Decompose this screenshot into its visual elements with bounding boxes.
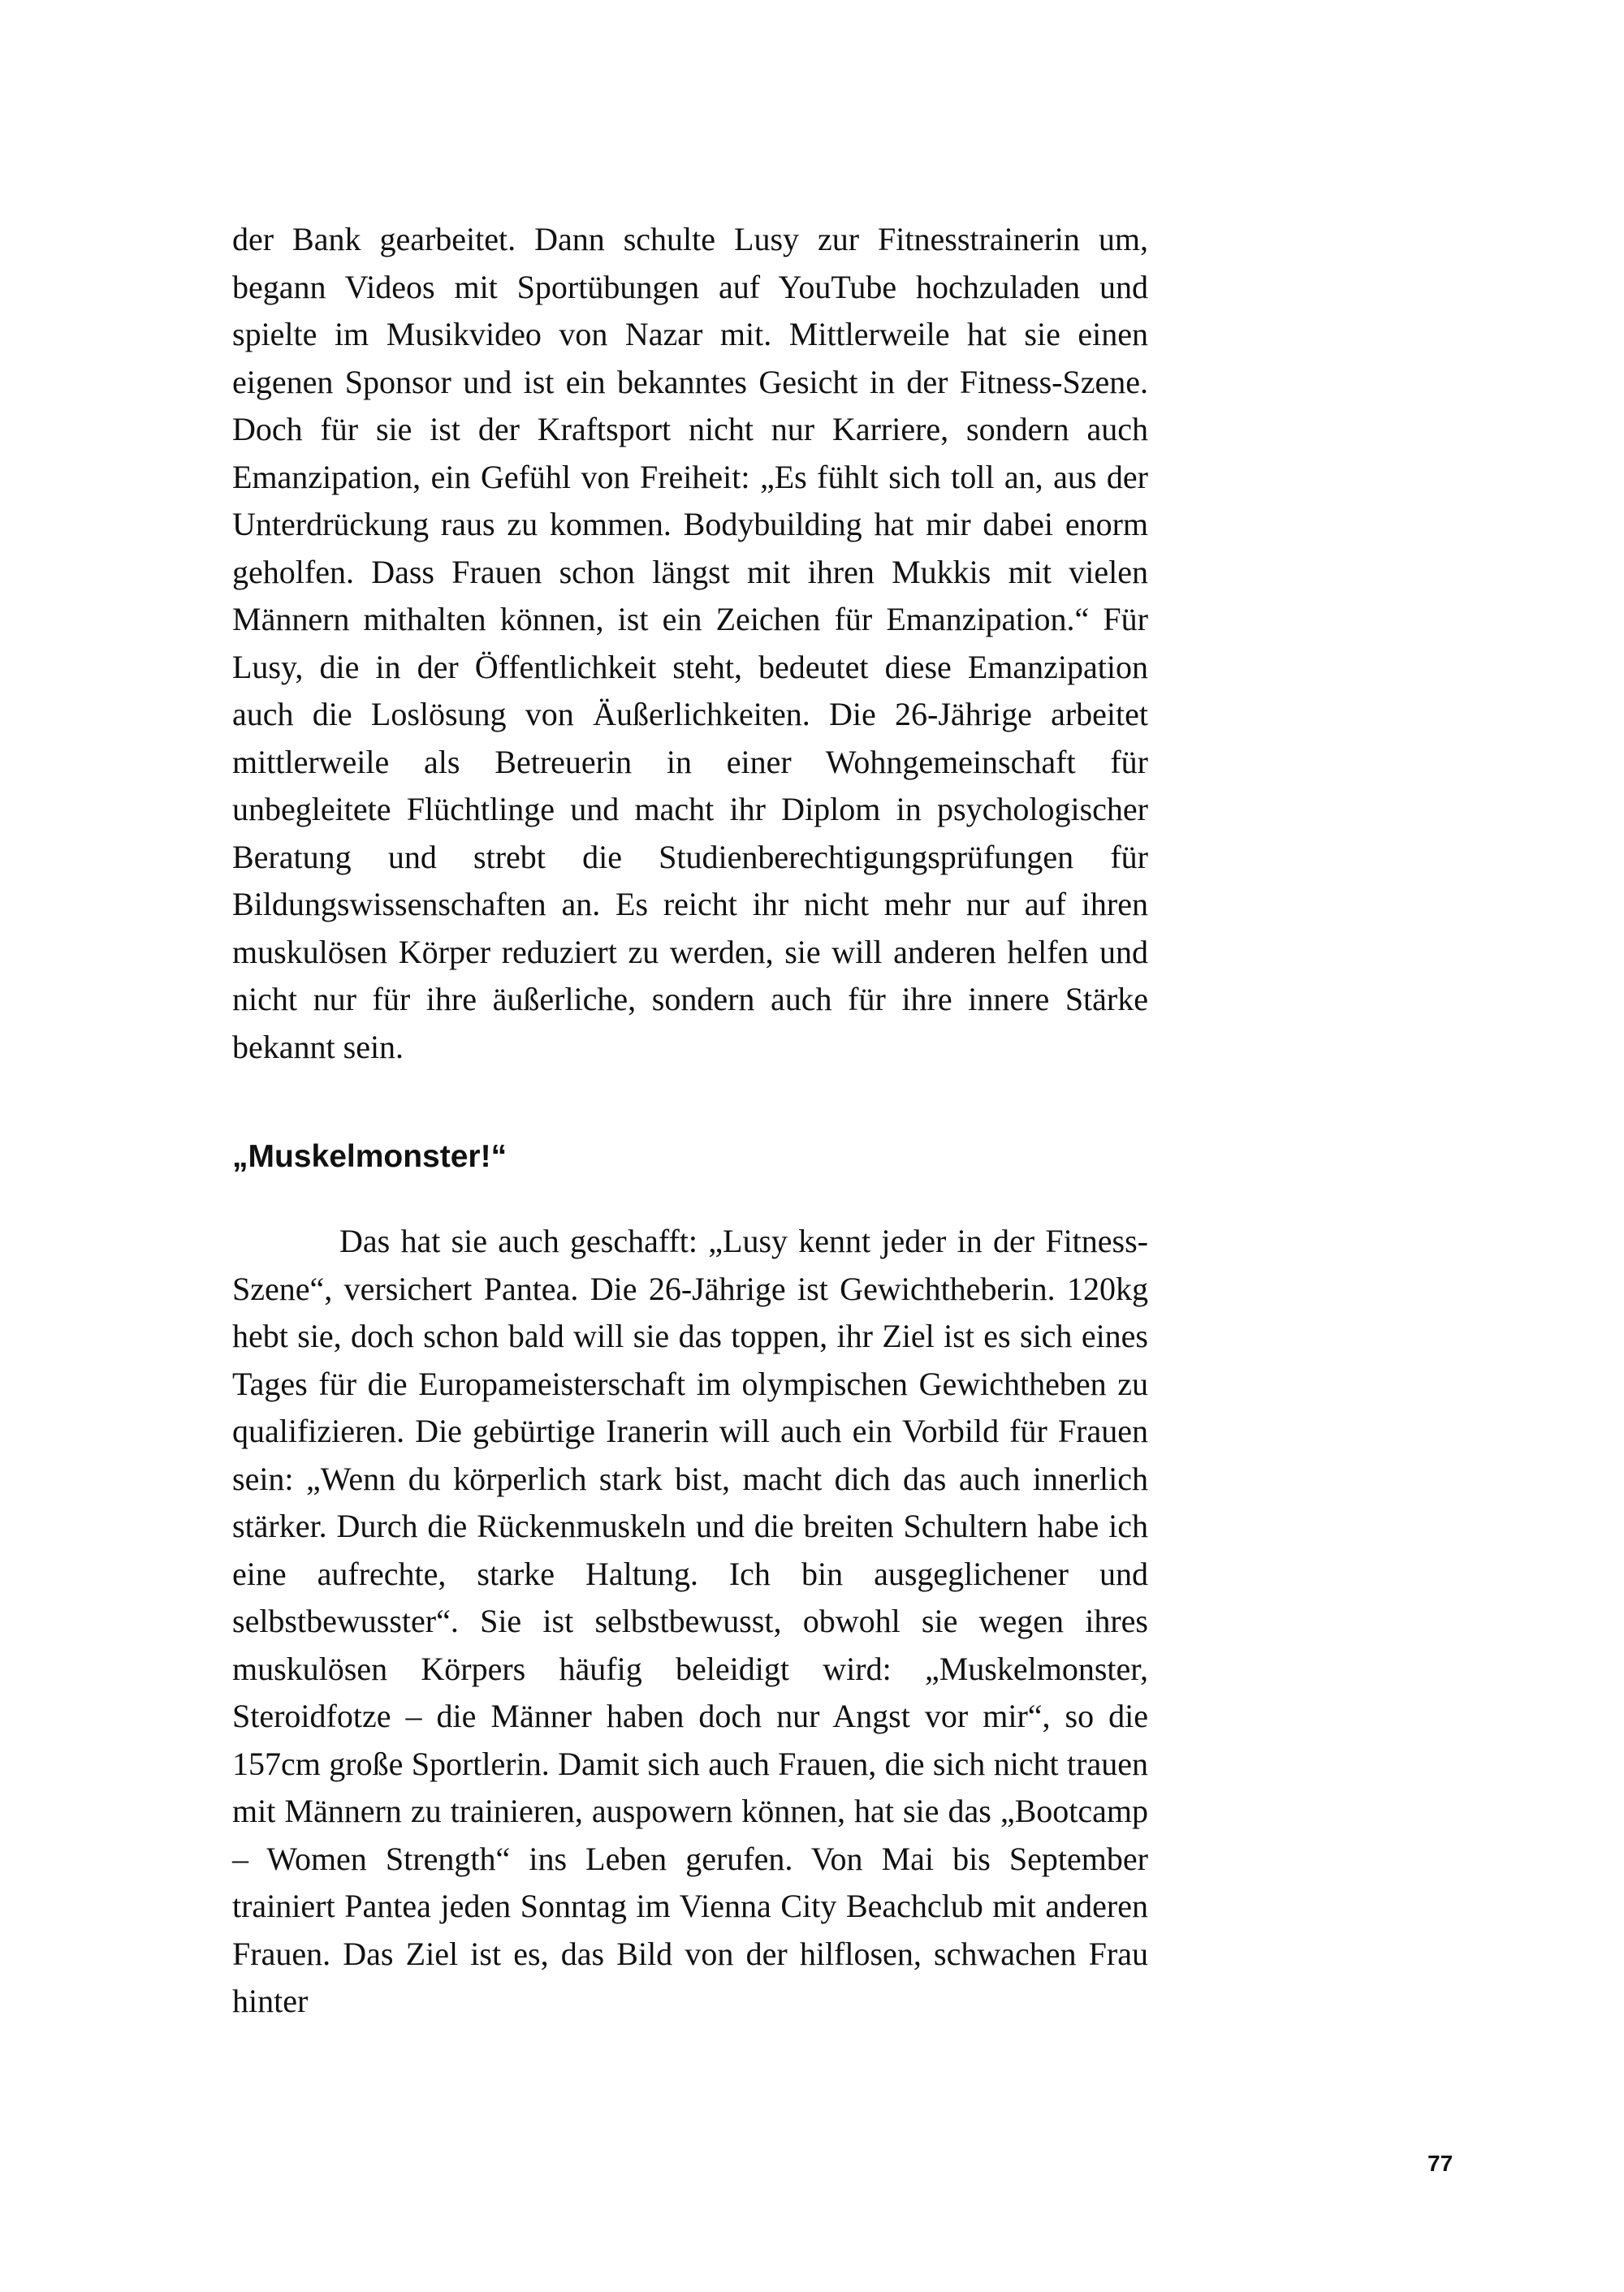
section-heading: „Muskelmonster!“ (232, 1139, 508, 1174)
body-paragraph-2: Das hat sie auch geschafft: „Lusy kennt jeder in der Fitness-Szene“, versichert Pantea. Die 26-Jährige ist Gewichtheberin. 120kg hebt sie, doch schon bald will sie das toppen, ihr Ziel ist es sich eines Tages für die Europameisterschaft im olympischen Gewichtheben zu qualifizieren. Die gebürtige Iranerin will auch ein Vorbild für Frauen sein: „Wenn du körperlich stark bist, macht dich das auch innerlich stärker. Durch die Rückenmuskeln und die breiten Schultern habe ich eine aufrechte, starke Haltung. Ich bin ausgeglichener und selbstbewusster“. Sie ist selbstbewusst, obwohl sie wegen ihres muskulösen Körpers häufig beleidigt wird: „Muskelmonster, Steroidfotze – die Männer haben doch nur Angst vor mir“, so die 157cm große Sportlerin. Damit sich auch Frauen, die sich nicht trauen mit Männern zu trainieren, auspowern können, hat sie das „Bootcamp – Women Strength“ ins Leben gerufen. Von Mai bis September trainiert Pantea jeden Sonntag im Vienna City Beachclub mit anderen Frauen. Das Ziel ist es, das Bild von der hilflosen, schwachen Frau hinter (232, 1223, 1148, 2019)
page-number: 77 (1427, 2151, 1453, 2176)
body-paragraph-1: der Bank gearbeitet. Dann schulte Lusy zur Fitnesstrainerin um, begann Videos mit Sportübungen auf YouTube hochzuladen und spielte im Musikvideo von Nazar mit. Mittlerweile hat sie einen eigenen Sponsor und ist ein bekanntes Gesicht in der Fitness-Szene. Doch für sie ist der Kraftsport nicht nur Karriere, sondern auch Emanzipation, ein Gefühl von Freiheit: „Es fühlt sich toll an, aus der Unterdrückung raus zu kommen. Bodybuilding hat mir dabei enorm geholfen. Dass Frauen schon längst mit ihren Mukkis mit vielen Männern mithalten können, ist ein Zeichen für Emanzipation.“ Für Lusy, die in der Öffentlichkeit steht, bedeutet diese Emanzipation auch die Loslösung von Äußerlichkeiten. Die 26-Jährige arbeitet mittlerweile als Betreuerin in einer Wohngemeinschaft für unbegleitete Flüchtlinge und macht ihr Diplom in psychologischer Beratung und strebt die Studienberechtigungsprüfungen für Bildungswissenschaften an. Es reicht ihr nicht mehr nur auf ihren muskulösen Körper reduziert zu werden, sie will anderen helfen und nicht nur für ihre äußerliche, sondern auch für ihre innere Stärke bekannt sein. (232, 221, 1148, 1065)
